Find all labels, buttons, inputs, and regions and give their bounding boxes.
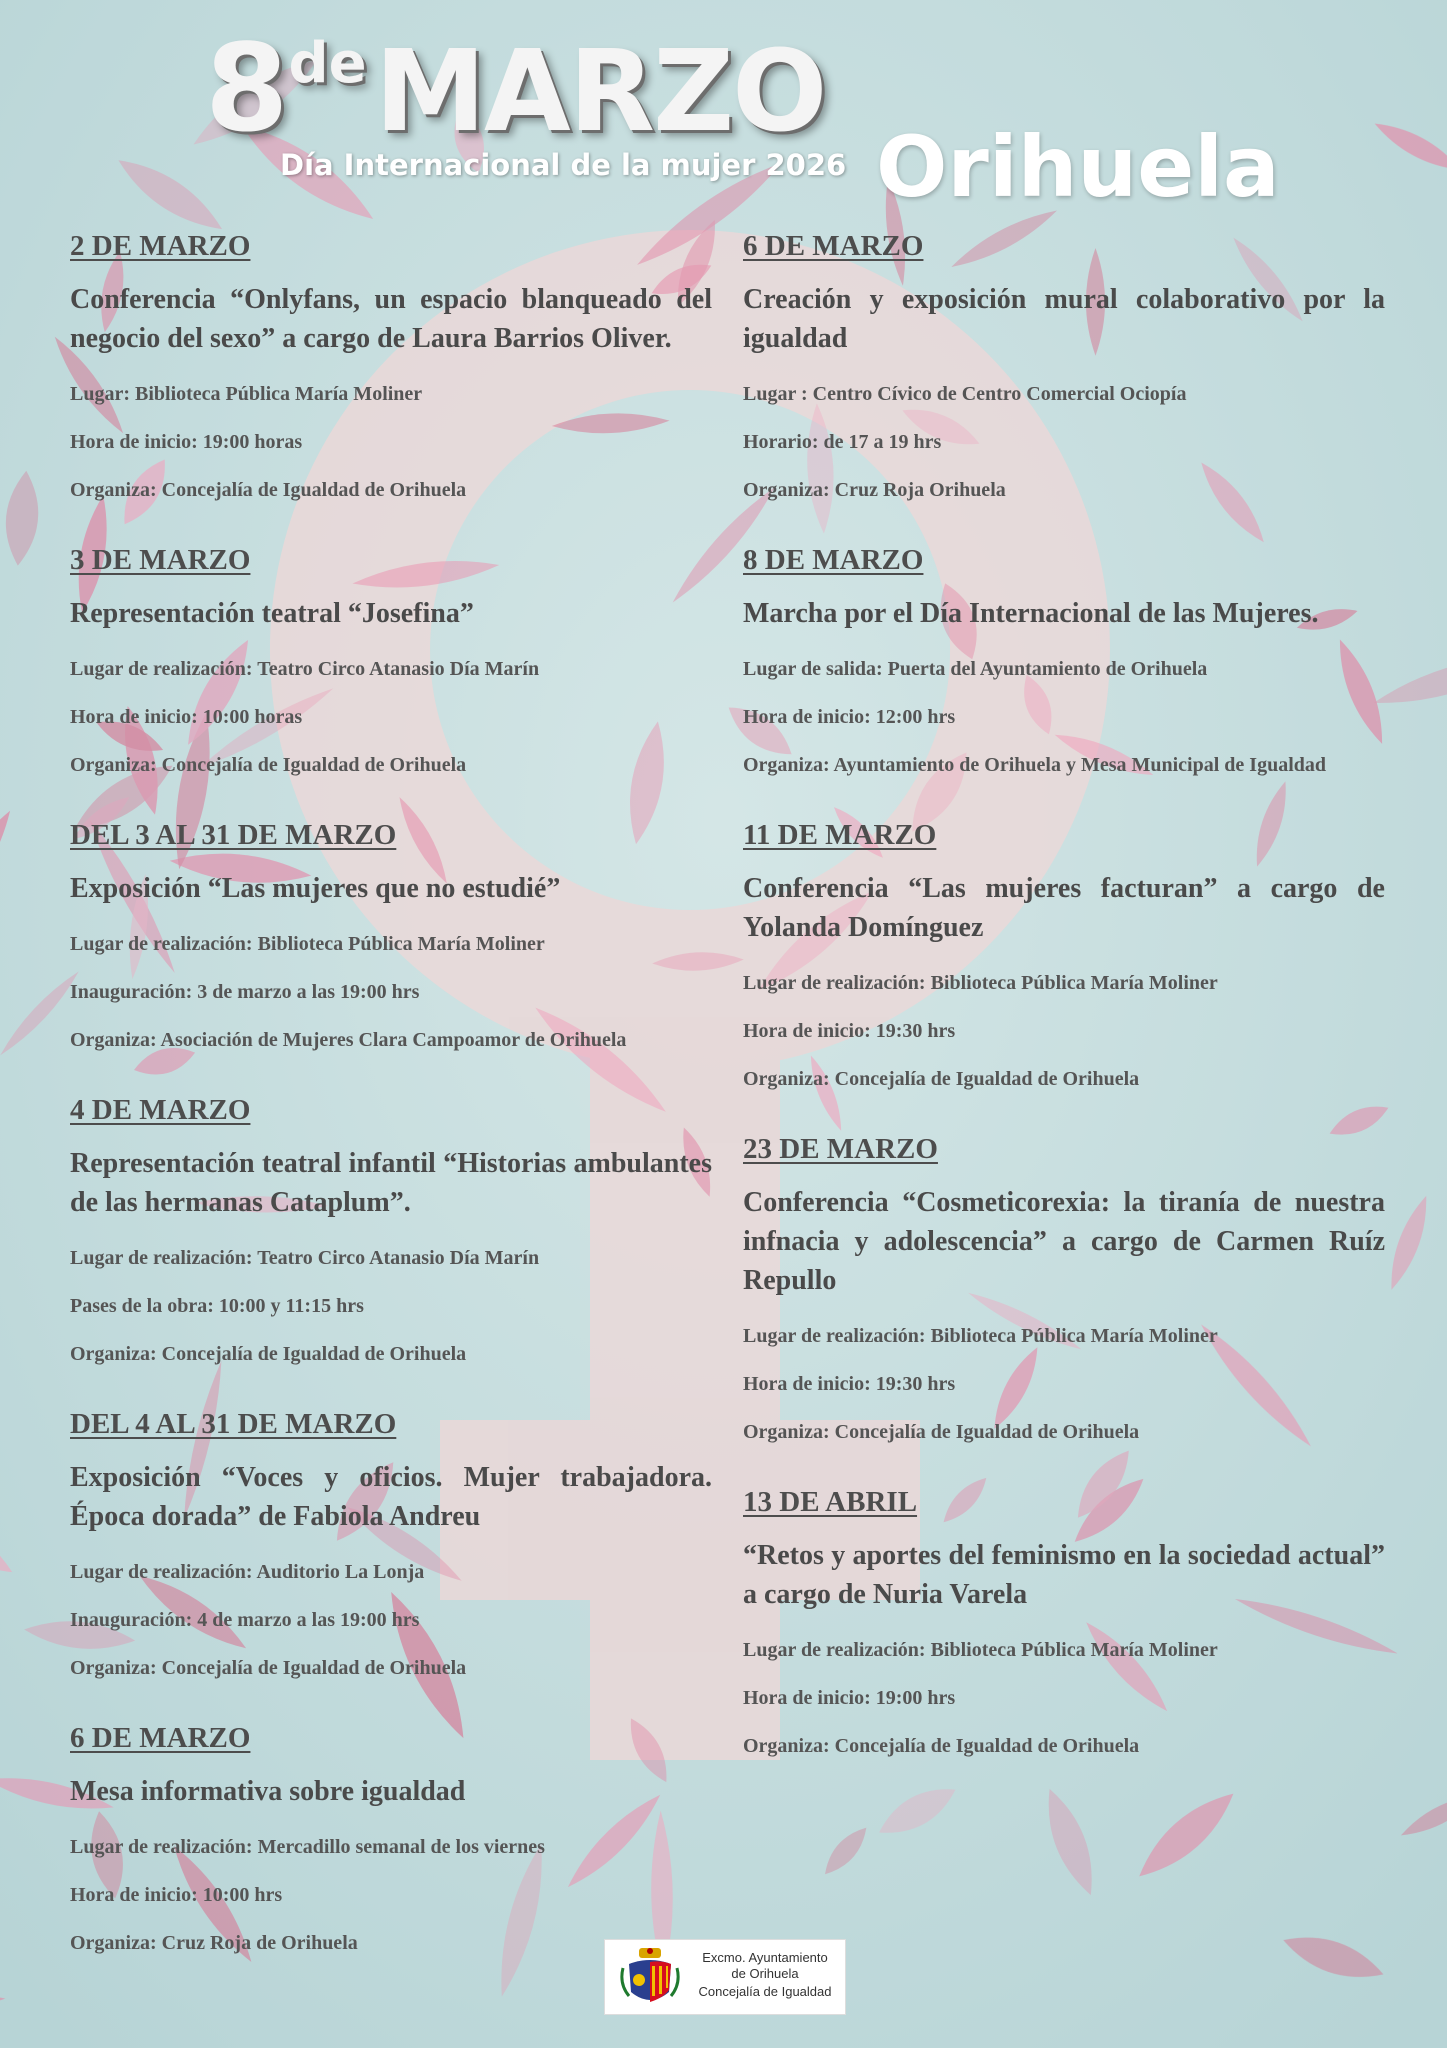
event-date: 2 DE MARZO	[70, 230, 251, 262]
event-detail: Organiza: Asociación de Mujeres Clara Campoamor de Orihuela	[70, 1029, 627, 1051]
orihuela-crest-icon	[619, 1944, 681, 2010]
ayuntamiento-logo	[604, 1939, 846, 2015]
event-detail: Lugar de realización: Auditorio La Lonja	[70, 1561, 425, 1583]
event-detail: Inauguración: 3 de marzo a las 19:00 hrs	[70, 981, 420, 1003]
event-title: “Retos y aportes del feminismo en la sociedad actual” a cargo de Nuria Varela	[743, 1540, 1385, 1610]
event-block	[70, 817, 712, 1064]
event-detail: Horario: de 17 a 19 hrs	[743, 431, 942, 453]
event-block	[743, 1484, 1385, 1770]
event-detail: Lugar de realización: Biblioteca Pública María Moliner	[743, 972, 1218, 994]
event-date: DEL 3 AL 31 DE MARZO	[70, 819, 397, 851]
event-detail: Lugar de realización: Mercadillo semanal de los viernes	[70, 1836, 545, 1858]
event-detail: Lugar de realización: Biblioteca Pública María Moliner	[70, 933, 545, 955]
event-date: DEL 4 AL 31 DE MARZO	[70, 1408, 397, 1440]
event-detail: Organiza: Concejalía de Igualdad de Orihuela	[743, 1735, 1140, 1757]
event-detail: Organiza: Concejalía de Igualdad de Orihuela	[70, 754, 467, 776]
poster-title	[205, 20, 826, 159]
poster-subtitle: Día Internacional de la mujer 2026	[280, 148, 847, 182]
event-detail: Organiza: Concejalía de Igualdad de Orihuela	[743, 1068, 1140, 1090]
event-detail: Organiza: Concejalía de Igualdad de Orihuela	[70, 1657, 467, 1679]
event-title: Mesa informativa sobre igualdad	[70, 1776, 466, 1807]
event-detail: Lugar : Centro Cívico de Centro Comercial Ociopía	[743, 383, 1187, 405]
event-block	[743, 1131, 1385, 1456]
event-title: Representación teatral “Josefina”	[70, 598, 474, 629]
poster-city: Orihuela	[876, 118, 1280, 216]
event-date: 4 DE MARZO	[70, 1094, 251, 1126]
event-date: 8 DE MARZO	[743, 544, 924, 576]
title-day-number: 8	[205, 20, 285, 159]
event-date: 13 DE ABRIL	[743, 1486, 918, 1518]
event-date: 23 DE MARZO	[743, 1133, 938, 1165]
event-title: Conferencia “Cosmeticorexia: la tiranía de nuestra infnacia y adolescencia” a cargo de Carmen Ruíz Repullo	[743, 1187, 1385, 1296]
event-block	[70, 1092, 712, 1378]
event-detail: Organiza: Cruz Roja de Orihuela	[70, 1932, 358, 1954]
event-block	[743, 817, 1385, 1103]
event-title: Conferencia “Las mujeres facturan” a cargo de Yolanda Domínguez	[743, 873, 1385, 943]
right-event-column	[743, 228, 1385, 1770]
event-detail: Organiza: Cruz Roja Orihuela	[743, 479, 1006, 501]
event-detail: Hora de inicio: 19:30 hrs	[743, 1373, 956, 1395]
title-connector: de	[288, 31, 367, 96]
event-detail: Hora de inicio: 19:00 horas	[70, 431, 303, 453]
event-detail: Hora de inicio: 10:00 hrs	[70, 1884, 283, 1906]
logo-text	[690, 1950, 840, 2002]
event-block	[743, 542, 1385, 789]
event-detail: Lugar de realización: Teatro Circo Atanasio Día Marín	[70, 1247, 540, 1269]
event-detail: Organiza: Concejalía de Igualdad de Orihuela	[70, 479, 467, 501]
event-detail: Hora de inicio: 12:00 hrs	[743, 706, 956, 728]
event-title: Exposición “Las mujeres que no estudié”	[70, 873, 561, 904]
event-detail: Hora de inicio: 19:30 hrs	[743, 1020, 956, 1042]
logo-line-2: de Orihuela	[731, 1966, 799, 1981]
event-detail: Organiza: Concejalía de Igualdad de Orihuela	[70, 1343, 467, 1365]
event-date: 3 DE MARZO	[70, 544, 251, 576]
event-detail: Lugar de realización: Biblioteca Pública María Moliner	[743, 1639, 1218, 1661]
event-detail: Inauguración: 4 de marzo a las 19:00 hrs	[70, 1609, 420, 1631]
event-block	[743, 228, 1385, 514]
title-month: MARZO	[374, 27, 826, 157]
event-detail: Hora de inicio: 19:00 hrs	[743, 1687, 956, 1709]
event-title: Exposición “Voces y oficios. Mujer trabajadora. Época dorada” de Fabiola Andreu	[70, 1462, 712, 1532]
event-detail: Lugar de realización: Biblioteca Pública María Moliner	[743, 1325, 1218, 1347]
event-detail: Organiza: Ayuntamiento de Orihuela y Mesa Municipal de Igualdad	[743, 754, 1326, 776]
event-title: Representación teatral infantil “Historias ambulantes de las hermanas Cataplum”.	[70, 1148, 712, 1218]
event-detail: Lugar de realización: Teatro Circo Atanasio Día Marín	[70, 658, 540, 680]
left-event-column	[70, 228, 712, 1967]
event-detail: Organiza: Concejalía de Igualdad de Orihuela	[743, 1421, 1140, 1443]
event-block	[70, 228, 712, 514]
event-date: 6 DE MARZO	[70, 1722, 251, 1754]
event-title: Creación y exposición mural colaborativo por la igualdad	[743, 284, 1385, 354]
event-detail: Pases de la obra: 10:00 y 11:15 hrs	[70, 1295, 364, 1317]
event-block	[70, 542, 712, 789]
event-date: 11 DE MARZO	[743, 819, 937, 851]
logo-line-3: Concejalía de Igualdad	[698, 1984, 832, 1999]
event-title: Marcha por el Día Internacional de las Mujeres.	[743, 598, 1319, 629]
event-date: 6 DE MARZO	[743, 230, 924, 262]
event-detail: Hora de inicio: 10:00 horas	[70, 706, 303, 728]
event-title: Conferencia “Onlyfans, un espacio blanqueado del negocio del sexo” a cargo de Laura Barrios Oliver.	[70, 284, 712, 354]
event-detail: Lugar: Biblioteca Pública María Moliner	[70, 383, 423, 405]
event-detail: Lugar de salida: Puerta del Ayuntamiento de Orihuela	[743, 658, 1208, 680]
logo-line-1: Excmo. Ayuntamiento	[702, 1950, 828, 1965]
event-block	[70, 1720, 712, 1967]
event-block	[70, 1406, 712, 1692]
